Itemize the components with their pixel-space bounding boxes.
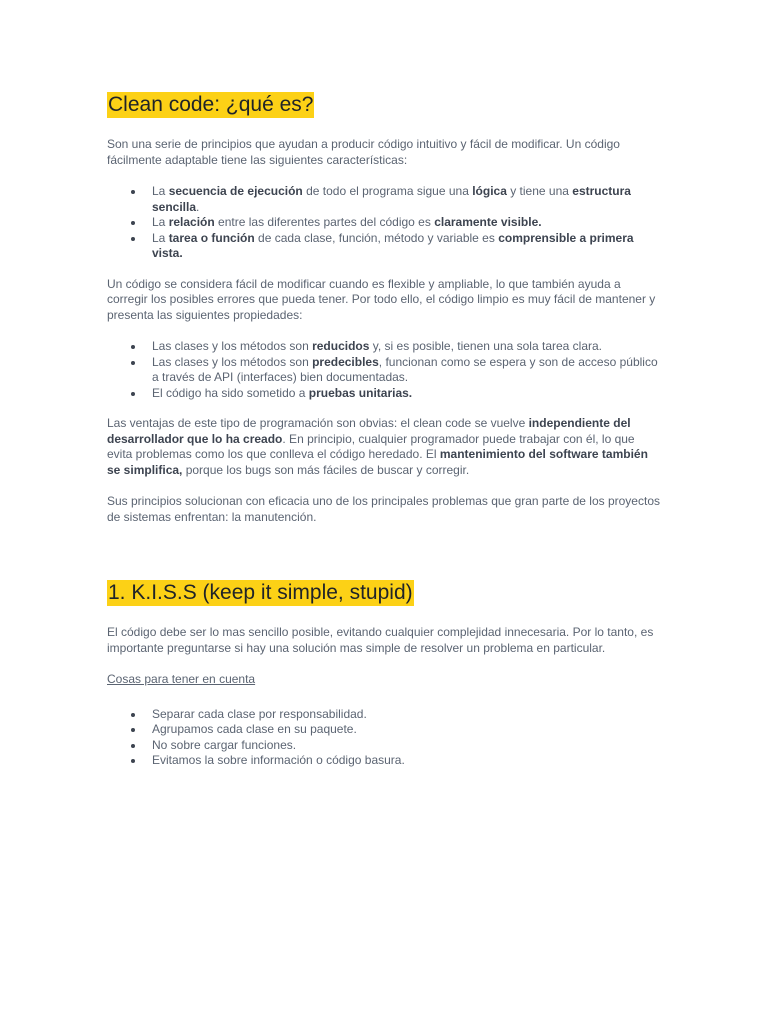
list-item: La relación entre las diferentes partes del código es claramente visible. [152, 215, 663, 231]
list-item: Las clases y los métodos son reducidos y, si es posible, tienen una sola tarea clara. [152, 339, 663, 355]
advantages-paragraph: Las ventajas de este tipo de programación son obvias: el clean code se vuelve independiente del desarrollador que lo ha creado. En principio, cualquier programador puede trabajar con él, lo que evita problemas como los que conlleva el código heredado. El mantenimiento del software también se simplifica, porque los bugs son más fáciles de buscar y corregir. [107, 416, 648, 477]
list-item: Evitamos la sobre información o código basura. [152, 753, 663, 769]
intro-paragraph: Son una serie de principios que ayudan a producir código intuitivo y fácil de modificar. Un código fácilmente adaptable tiene las siguientes características: [107, 137, 620, 167]
emphasis-text: secuencia de ejecución [168, 184, 303, 198]
emphasis-text: predecibles [312, 354, 379, 369]
emphasis-text: independiente del desarrollador que lo ha creado [107, 416, 631, 446]
list-item: No sobre cargar funciones. [152, 738, 663, 754]
properties-list [107, 339, 663, 401]
section-heading-kiss: 1. K.I.S.S (keep it simple, stupid) [108, 581, 413, 604]
list-item: La secuencia de ejecución de todo el programa sigue una lógica y tiene una estructura sencilla. [152, 184, 663, 215]
list-item: Agrupamos cada clase en su paquete. [152, 722, 663, 738]
things-to-consider-subheading: Cosas para tener en cuenta [107, 672, 256, 686]
emphasis-text: comprensible a primera vista. [152, 230, 634, 260]
kiss-paragraph: El código debe ser lo mas sencillo posible, evitando cualquier complejidad innecesaria. Por lo tanto, es importante preguntarse si hay una solución mas simple de resolver un problema en particular. [107, 625, 654, 655]
document-page [107, 92, 663, 769]
emphasis-text: pruebas unitarias. [308, 385, 413, 400]
list-item: La tarea o función de cada clase, función, método y variable es comprensible a primera vista. [152, 231, 663, 262]
emphasis-text: mantenimiento del software también se simplifica, [107, 447, 648, 477]
emphasis-text: reducidos [312, 339, 370, 353]
emphasis-text: claramente visible. [434, 215, 542, 229]
list-item: Las clases y los métodos son predecibles, funcionan como se espera y son de acceso público a través de API (interfaces) bien documentadas. [152, 355, 663, 386]
section-kiss [107, 580, 663, 769]
emphasis-text: lógica [472, 184, 507, 198]
characteristics-list [107, 184, 663, 262]
list-item: Separar cada clase por responsabilidad. [152, 707, 663, 723]
section-heading-clean-code: Clean code: ¿qué es? [108, 93, 314, 116]
list-item: El código ha sido sometido a pruebas unitarias. [152, 386, 663, 402]
emphasis-text: estructura sencilla [152, 184, 631, 214]
principles-paragraph: Sus principios solucionan con eficacia uno de los principales problemas que gran parte de los proyectos de sistemas enfrentan: la manutención. [107, 494, 660, 524]
emphasis-text: tarea o función [168, 230, 255, 245]
kiss-list [107, 707, 663, 769]
flexibility-paragraph: Un código se considera fácil de modificar cuando es flexible y ampliable, lo que también ayuda a corregir los posibles errores que pueda tener. Por todo ello, el código limpio es muy fácil de mantener y presenta las siguientes propiedades: [107, 276, 656, 322]
emphasis-text: relación [168, 215, 215, 229]
